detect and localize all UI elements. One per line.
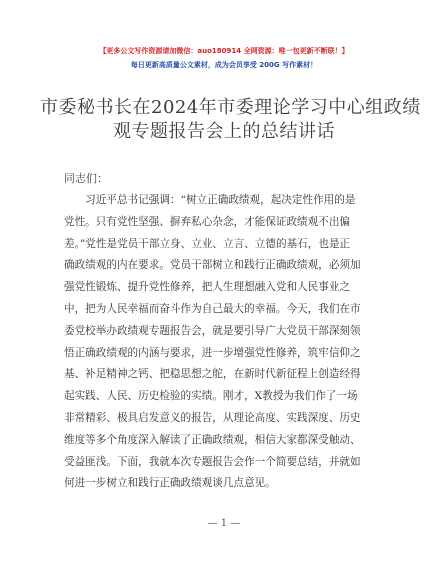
body-line: 确政绩观的内在要求。党员干部树立和践行正确政绩观，必须加 — [64, 259, 361, 272]
salutation: 同志们： — [64, 172, 108, 185]
body-line: 中，把为人民幸福而奋斗作为自己最大的幸福。今天，我们在市 — [64, 302, 361, 315]
body-line: 维度等多个角度深入解读了正确政绩观，相信大家都深受触动、 — [64, 433, 361, 446]
title-line-2: 观专题报告会上的总结讲话 — [113, 121, 335, 142]
body-line: 委党校举办政绩观专题报告会，就是要引导广大党员干部深刻领 — [64, 324, 361, 337]
body-line: 悟正确政绩观的内涵与要求，进一步增强党性修养，筑牢信仰之 — [64, 346, 361, 359]
body-line: 党性。只有党性坚强、摒弃私心杂念，才能保证政绩观不出偏 — [64, 215, 351, 228]
body-line: 强党性锻炼、提升党性修养，把人生理想融入党和人民事业之 — [64, 281, 351, 294]
title-line-1: 市委秘书长在2024年市委理论学习中心组政绩 — [40, 97, 421, 118]
body-line: 非常精彩、极具启发意义的报告，从理论高度、实践深度、历史 — [64, 411, 361, 424]
promo-banner-line-1: 【更多公文写作资源请加微信：auo180914 全网资源：唯一包更新不断联！】 — [99, 47, 349, 55]
body-line: 起实践、人民、历史检验的实绩。刚才，X教授为我们作了一场 — [64, 390, 358, 403]
body-paragraph — [64, 190, 386, 495]
promo-banner-line-2: 每日更新高质量公文素材，成为会员享受 200G 写作素材！ — [130, 61, 318, 69]
document-title — [40, 96, 421, 144]
body-line: 习近平总书记强调：“树立正确政绩观，起决定性作用的是 — [64, 194, 356, 206]
body-line: 何进一步树立和践行正确政绩观谈几点意见。 — [64, 477, 276, 490]
page-number: — 1 — — [207, 518, 241, 529]
body-line: 差。”党性是党员干部立身、立业、立言、立德的基石，也是正 — [64, 237, 351, 250]
body-line: 受益匪浅。下面，我就本次专题报告会作一个简要总结，并就如 — [64, 455, 361, 468]
body-line: 基、补足精神之钙、把稳思想之舵，在新时代新征程上创造经得 — [64, 368, 361, 381]
